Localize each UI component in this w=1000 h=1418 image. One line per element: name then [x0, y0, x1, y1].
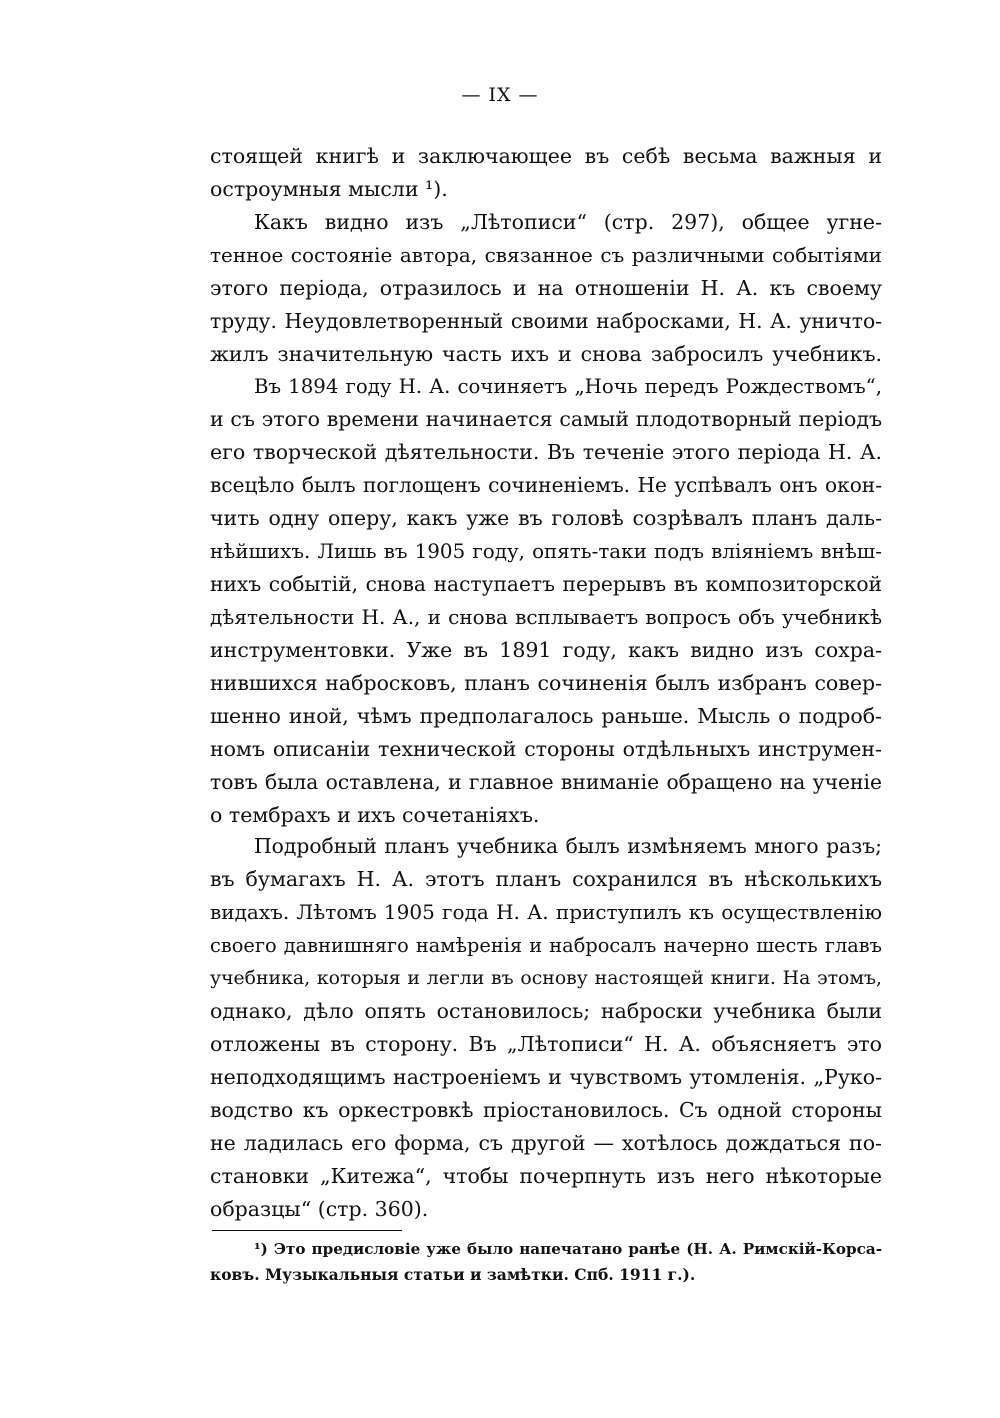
- text-line: инструментовки. Уже въ 1891 году, какъ видно изъ сохра-: [210, 638, 882, 662]
- text-line: Въ 1894 году Н. А. сочиняетъ „Ночь передъ Рождествомъ“,: [254, 375, 882, 398]
- text-line: въ бумагахъ Н. А. этотъ планъ сохранился въ нѣсколькихъ: [210, 867, 882, 891]
- paragraph-letopis: [210, 206, 882, 371]
- text-line: этого періода, отразилось и на отношеніи Н. А. къ своему: [210, 276, 882, 300]
- text-line: товъ была оставлена, и главное вниманіе обращено на ученіе: [210, 770, 882, 794]
- text-line: всецѣло былъ поглощенъ сочиненіемъ. Не успѣвалъ онъ окон-: [210, 473, 882, 497]
- paragraph-plan: [210, 830, 882, 1226]
- text-line: видахъ. Лѣтомъ 1905 года Н. А. приступилъ къ осуществленію: [210, 900, 882, 924]
- text-line: неподходящимъ настроеніемъ и чувствомъ утомленія. „Руко-: [210, 1065, 882, 1089]
- text-line: отложены въ сторону. Въ „Лѣтописи“ Н. А. объясняетъ это: [210, 1032, 882, 1056]
- footnote-divider: [212, 1230, 402, 1231]
- page-number: — IX —: [461, 84, 539, 106]
- text-line: и съ этого времени начинается самый плодотворный періодъ: [210, 407, 882, 431]
- text-line: тенное состояніе автора, связанное съ различными событіями: [210, 243, 882, 267]
- text-line: своего давнишняго намѣренія и набросалъ начерно шесть главъ: [210, 934, 882, 957]
- text-line: о тембрахъ и ихъ сочетаніяхъ.: [210, 803, 540, 827]
- text-line: чить одну оперу, какъ уже въ головѣ созрѣвалъ планъ даль-: [210, 506, 882, 530]
- text-line: не ладилась его форма, съ другой — хотѣлось дождаться по-: [210, 1131, 882, 1155]
- text-line: однако, дѣло опять остановилось; наброски учебника были: [210, 999, 882, 1023]
- text-line: его творческой дѣятельности. Въ теченіе этого періода Н. А.: [210, 440, 882, 464]
- text-line: нѣйшихъ. Лишь въ 1905 году, опять-таки подъ вліяніемъ внѣш-: [210, 540, 882, 563]
- paragraph-continuation: [210, 140, 882, 206]
- text-line: нихъ событій, снова наступаетъ перерывъ въ композиторской: [210, 572, 882, 596]
- footnote-line: ковъ. Музыкальныя статьи и замѣтки. Спб. 1911 г.).: [210, 1265, 696, 1284]
- text-line: образцы“ (стр. 360).: [210, 1197, 429, 1221]
- text-line: учебника, которыя и легли въ основу настоящей книги. На этомъ,: [210, 968, 882, 989]
- text-line: Подробный планъ учебника былъ измѣняемъ много разъ;: [254, 834, 882, 858]
- text-line: нившихся набросковъ, планъ сочиненія былъ избранъ совер-: [210, 671, 882, 695]
- text-line: жилъ значительную часть ихъ и снова забросилъ учебникъ.: [210, 342, 882, 366]
- footnote: [210, 1237, 882, 1287]
- text-line: водство къ оркестровкѣ пріостановилось. Съ одной стороны: [210, 1098, 882, 1122]
- text-line: стоящей книгѣ и заключающее въ себѣ весьма важныя и: [210, 144, 882, 168]
- paragraph-1894: [210, 370, 882, 832]
- text-line: шенно иной, чѣмъ предполагалось раньше. Мысль о подроб-: [210, 704, 882, 728]
- text-line: номъ описаніи технической стороны отдѣльныхъ инструмен-: [210, 737, 882, 761]
- text-line: труду. Неудовлетворенный своими набросками, Н. А. уничто-: [210, 309, 882, 333]
- text-line: дѣятельности Н. А., и снова всплываетъ вопросъ объ учебникѣ: [210, 605, 882, 629]
- footnote-line: ¹) Это предисловіе уже было напечатано ранѣе (Н. А. Римскій-Корса-: [254, 1240, 882, 1258]
- text-line: остроумныя мысли ¹).: [210, 177, 448, 201]
- text-line: становки „Китежа“, чтобы почерпнуть изъ него нѣкоторые: [210, 1164, 882, 1188]
- text-line: Какъ видно изъ „Лѣтописи“ (стр. 297), общее угне-: [254, 210, 882, 234]
